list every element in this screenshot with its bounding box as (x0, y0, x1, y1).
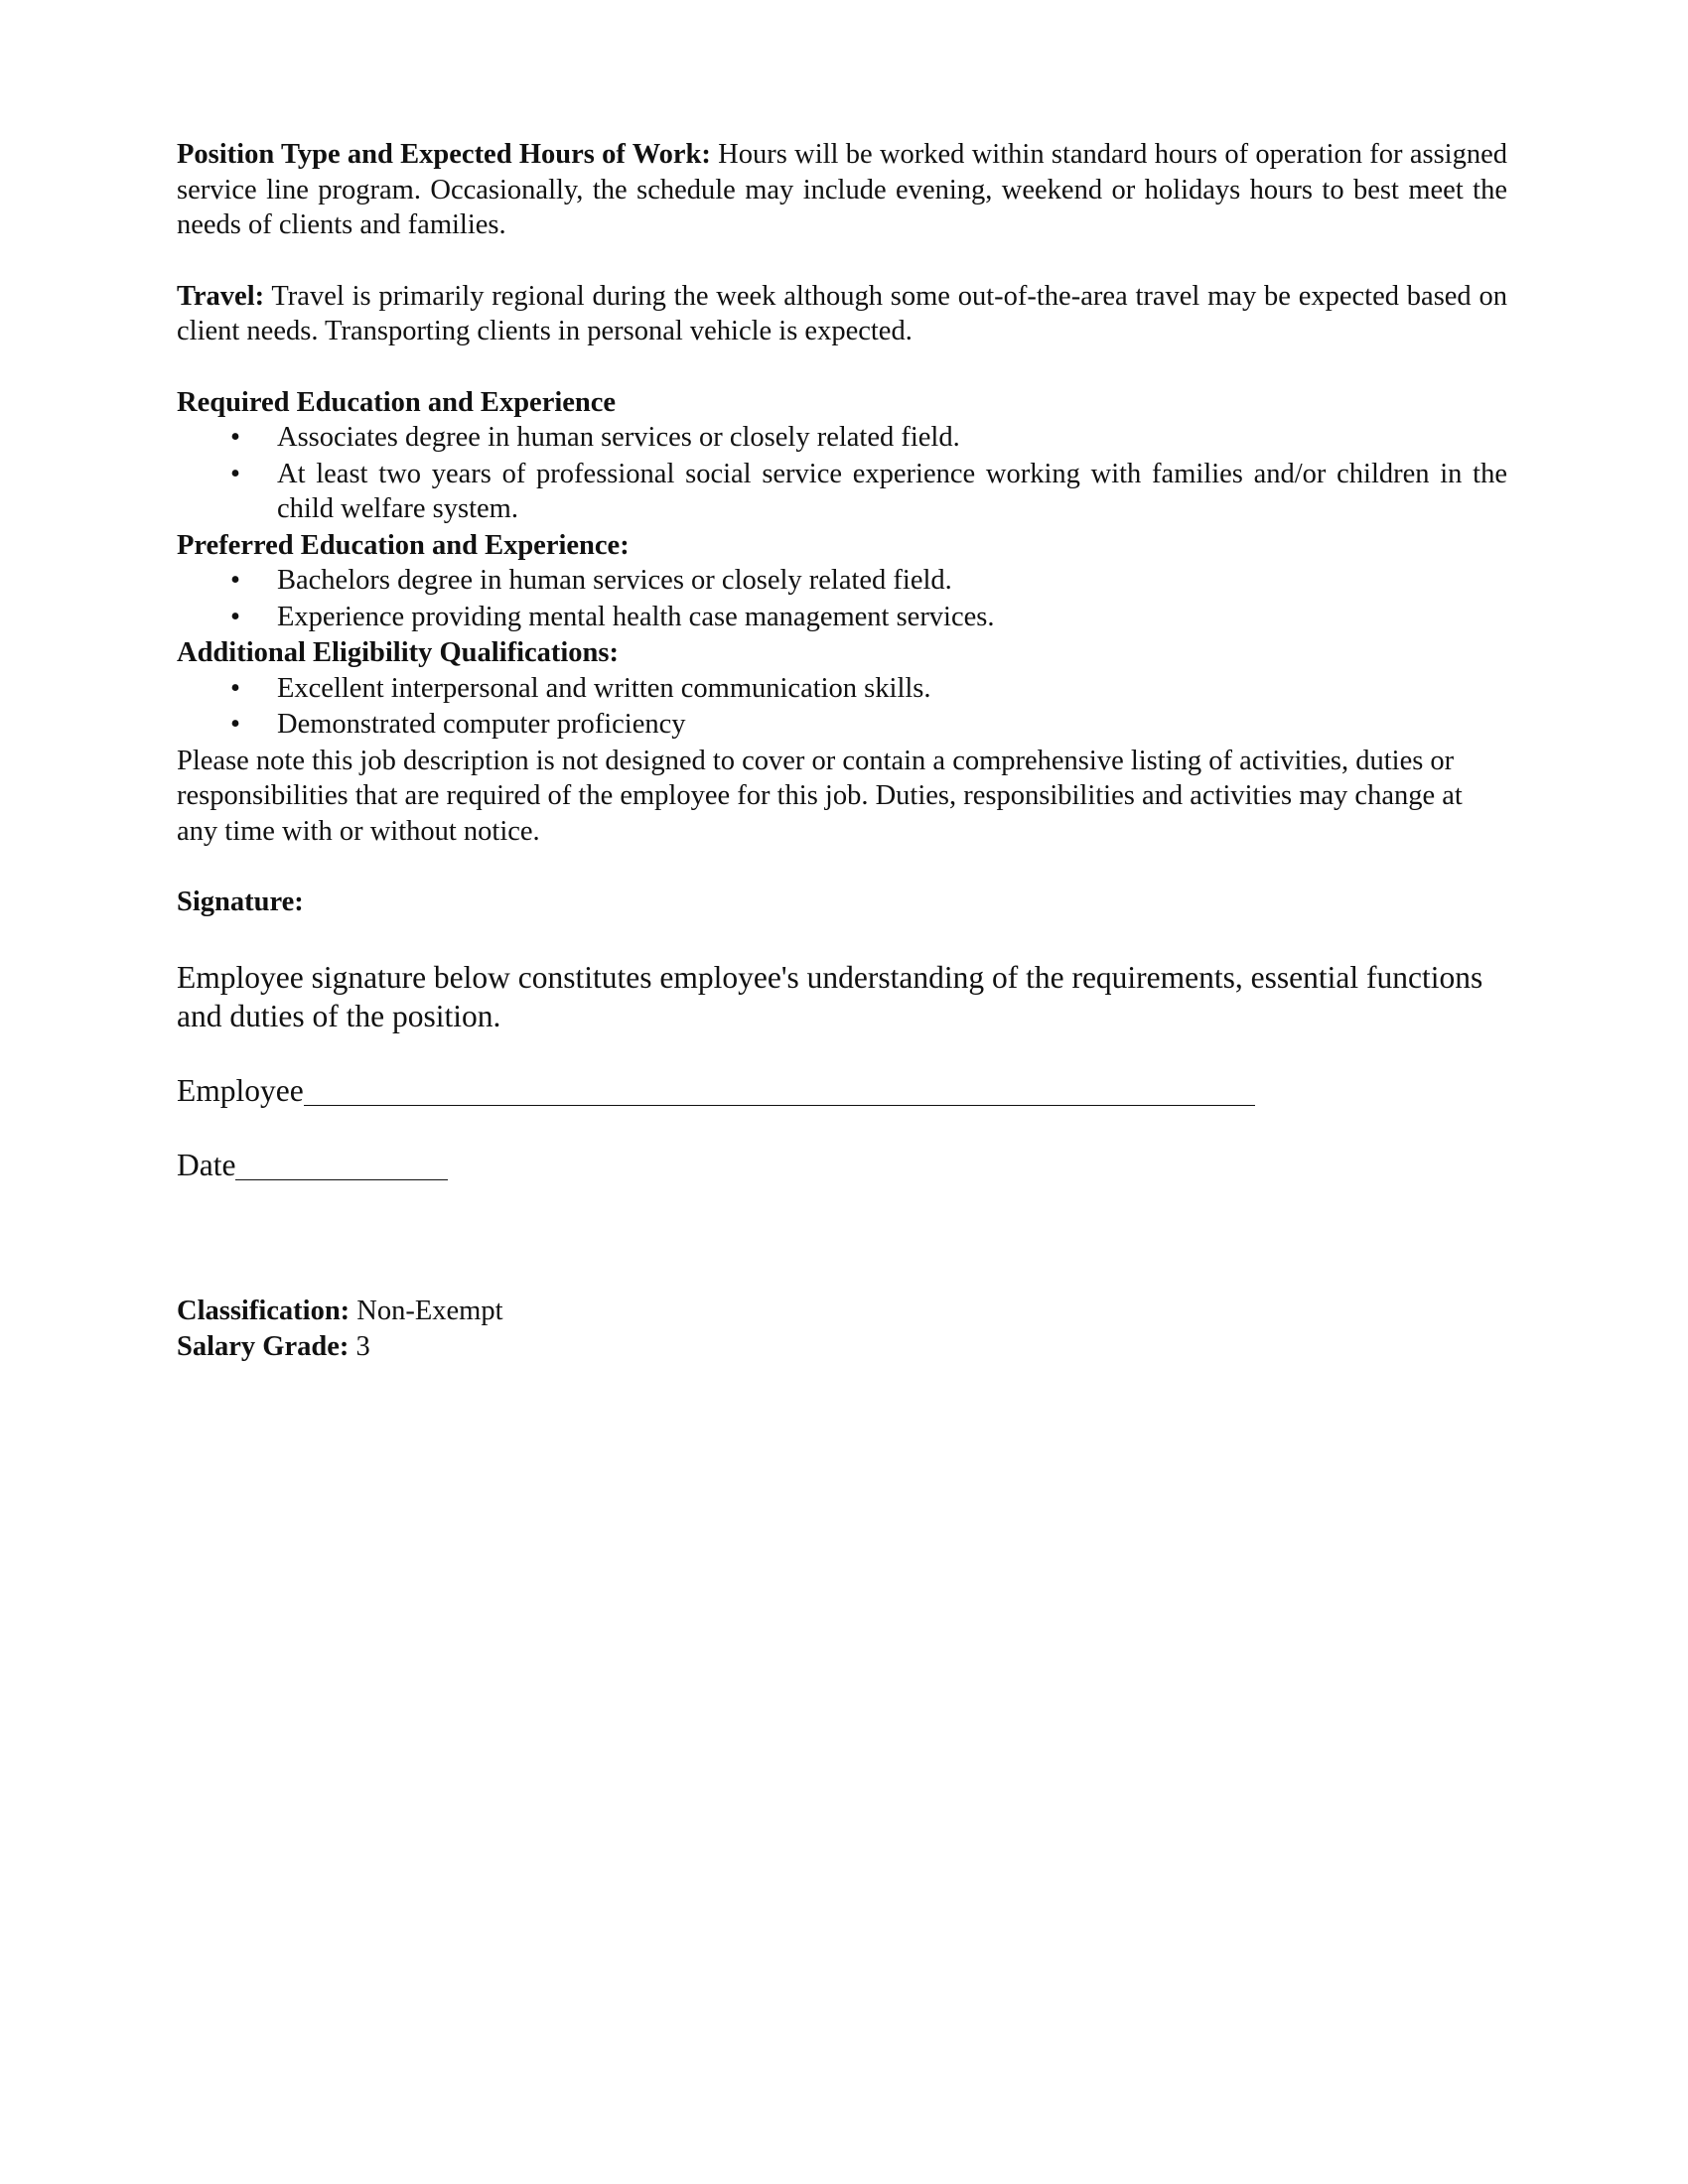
date-field[interactable] (235, 1150, 448, 1180)
list-item (177, 563, 1507, 599)
salary-grade-label: Salary Grade: (177, 1330, 350, 1362)
position-type-text: Hours will be worked within standard hours of operation for assigned service line program. Occasionally, the schedule may include evening, weekend or holidays hours to best meet the needs of clients and families. (177, 139, 1507, 240)
list-item (177, 671, 1507, 707)
classification-value: Non-Exempt (350, 1295, 503, 1326)
list-item-text: Associates degree in human services or closely related field. (277, 422, 960, 453)
travel-paragraph (177, 279, 1507, 349)
list-item-text: Bachelors degree in human services or closely related field. (277, 565, 952, 596)
bullet-icon: • (230, 672, 240, 704)
salary-grade-line (177, 1329, 1507, 1365)
document-page (177, 137, 1507, 1365)
bullet-icon: • (230, 422, 240, 453)
additional-qualifications-list (177, 671, 1507, 743)
position-type-paragraph (177, 137, 1507, 243)
list-item (177, 600, 1507, 635)
employee-label: Employee (177, 1072, 304, 1108)
position-type-label: Position Type and Expected Hours of Work: (177, 139, 711, 170)
employee-signature-field[interactable] (304, 1075, 1255, 1106)
date-line (177, 1146, 1507, 1184)
list-item-text: Experience providing mental health case management services. (277, 601, 995, 632)
list-item (177, 457, 1507, 527)
employee-signature-line (177, 1071, 1507, 1110)
preferred-education-heading: Preferred Education and Experience: (177, 529, 630, 561)
bullet-icon: • (230, 565, 240, 596)
required-education-list (177, 420, 1507, 527)
required-education-heading: Required Education and Experience (177, 386, 617, 418)
bullet-icon: • (230, 709, 240, 740)
date-label: Date (177, 1147, 236, 1182)
travel-label: Travel: (177, 280, 265, 312)
travel-text: Travel is primarily regional during the week although some out-of-the-area travel may be expected based on client needs. Transporting clients in personal vehicle is expected. (177, 280, 1507, 346)
signature-heading: Signature: (177, 887, 304, 917)
preferred-education-list (177, 563, 1507, 634)
list-item-text: Excellent interpersonal and written communication skills. (277, 672, 931, 704)
list-item (177, 707, 1507, 743)
bullet-icon: • (230, 601, 240, 632)
disclaimer-note: Please note this job description is not designed to cover or contain a comprehensive listing of activities, duties or responsibilities that are required of the employee for this job. Duties, responsibilities and activities may change at any time with or without notice. (177, 745, 1463, 847)
signature-statement: Employee signature below constitutes employee's understanding of the requirements, essential functions and duties of the position. (177, 959, 1483, 1033)
salary-grade-value: 3 (349, 1330, 370, 1362)
list-item-text: At least two years of professional social service experience working with families and/or children in the child welfare system. (277, 458, 1507, 524)
bullet-icon: • (230, 458, 240, 489)
list-item-text: Demonstrated computer proficiency (277, 709, 686, 740)
list-item (177, 420, 1507, 456)
classification-label: Classification: (177, 1295, 351, 1326)
classification-block (177, 1294, 1507, 1365)
additional-qualifications-heading: Additional Eligibility Qualifications: (177, 637, 619, 668)
classification-line (177, 1294, 1507, 1329)
